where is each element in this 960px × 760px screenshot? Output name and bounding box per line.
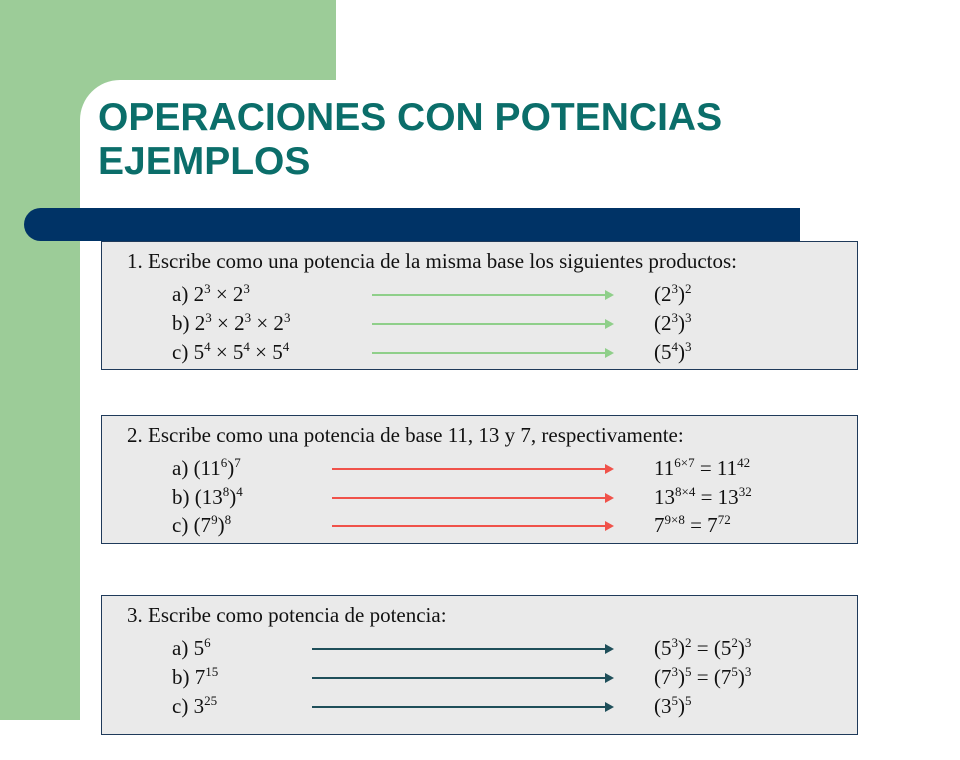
exercise-label: b) $7^{15}$ (172, 664, 219, 689)
title-line-2: EJEMPLOS (98, 140, 311, 183)
exercise-result: $(7^3)^5 = (7^5)^3$ (654, 664, 752, 689)
exercise-instruction: 3. Escribe como potencia de potencia: (127, 603, 447, 627)
exercise-result: $7^{9\times 8} = 7^{72}$ (654, 512, 731, 537)
exercise-label: b) $(13^8)^4$ (172, 484, 243, 509)
arrow-icon (312, 648, 612, 650)
exercise-result: $(2^3)^3$ (654, 310, 692, 335)
arrow-icon (372, 323, 612, 325)
arrow-icon (372, 294, 612, 296)
exercise-label: a) $2^3 \times 2^3$ (172, 281, 250, 306)
exercise-row (102, 633, 857, 663)
exercise-instruction: 2. Escribe como una potencia de base 11, 13 y 7, respectivamente: (127, 423, 684, 447)
exercise-row (102, 453, 857, 483)
arrow-icon (372, 352, 612, 354)
exercise-result: $(5^3)^2 = (5^2)^3$ (654, 635, 752, 660)
exercise-label: a) $(11^6)^7$ (172, 455, 241, 480)
exercise-result: $(3^5)^5$ (654, 693, 692, 718)
exercise-result: $(2^3)^2$ (654, 281, 692, 306)
exercise-label: b) $2^3 \times 2^3 \times 2^3$ (172, 310, 291, 335)
slide-title (98, 96, 918, 184)
title-line-1: OPERACIONES CON POTENCIAS (98, 96, 723, 139)
arrow-icon (332, 468, 612, 470)
exercise-row (102, 510, 857, 540)
exercise-box-1 (101, 241, 858, 370)
exercise-row (102, 482, 857, 512)
exercise-row (102, 337, 857, 367)
exercise-box-3 (101, 595, 858, 735)
arrow-icon (312, 706, 612, 708)
navy-divider-bar (24, 208, 800, 241)
exercise-row (102, 662, 857, 692)
exercise-box-2 (101, 415, 858, 544)
exercise-row (102, 691, 857, 721)
exercise-result: $13^{8\times 4} = 13^{32}$ (654, 484, 752, 509)
exercise-instruction: 1. Escribe como una potencia de la misma base los siguientes productos: (127, 249, 738, 273)
arrow-icon (332, 525, 612, 527)
exercise-row (102, 308, 857, 338)
exercise-result: $11^{6\times 7} = 11^{42}$ (654, 455, 751, 480)
exercise-label: c) $5^4 \times 5^4 \times 5^4$ (172, 339, 290, 364)
exercise-label: c) $3^{25}$ (172, 693, 218, 718)
exercise-result: $(5^4)^3$ (654, 339, 692, 364)
exercise-row (102, 279, 857, 309)
exercise-label: a) $5^6$ (172, 635, 211, 660)
arrow-icon (332, 497, 612, 499)
arrow-icon (312, 677, 612, 679)
exercise-label: c) $(7^9)^8$ (172, 512, 232, 537)
